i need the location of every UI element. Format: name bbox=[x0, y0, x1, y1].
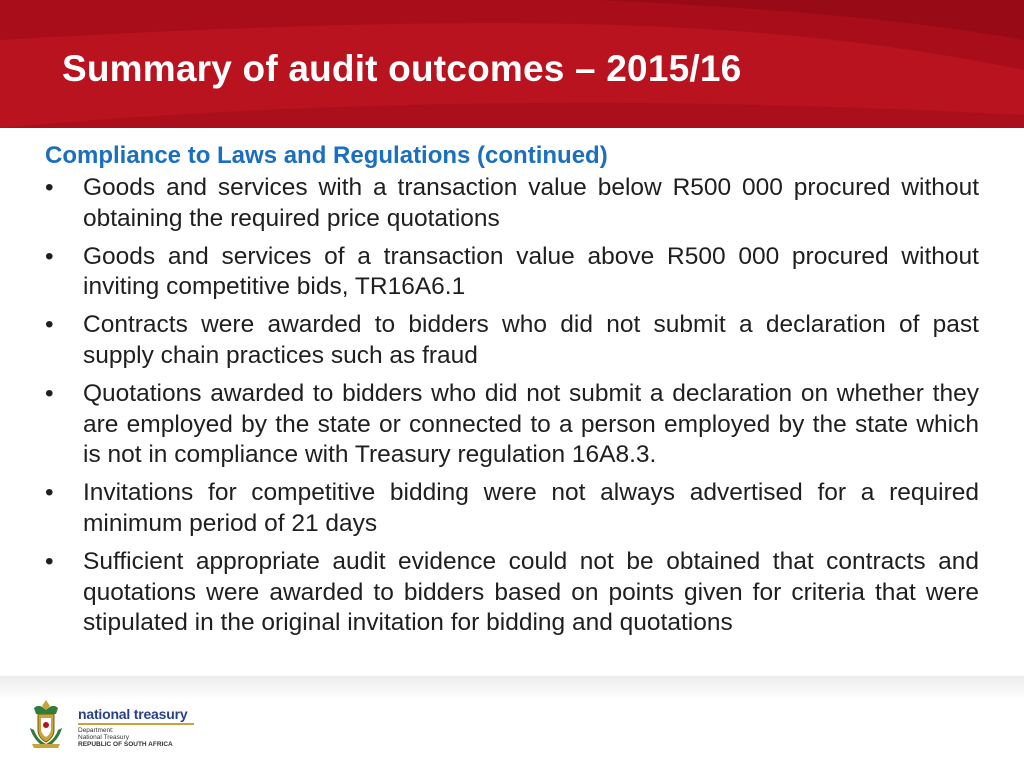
logo-country-name: REPUBLIC OF SOUTH AFRICA bbox=[78, 741, 173, 748]
bullet-item bbox=[45, 478, 979, 540]
logo-department-name: National Treasury bbox=[78, 734, 129, 741]
bullet-marker: • bbox=[45, 242, 54, 270]
logo-rule bbox=[78, 723, 194, 725]
bullet-marker: • bbox=[45, 547, 54, 575]
section-subheading: Compliance to Laws and Regulations (continued) bbox=[45, 142, 608, 169]
logo-wordmark: national treasury bbox=[78, 706, 188, 722]
bullet-marker: • bbox=[45, 379, 54, 407]
bullet-item bbox=[45, 173, 979, 235]
bullet-text: Goods and services of a transaction value above R500 000 procured without inviting competitive bids, TR16A6.1 bbox=[83, 242, 979, 301]
bullet-item bbox=[45, 379, 979, 471]
logo-department-label: Department: bbox=[78, 727, 114, 734]
bullet-marker: • bbox=[45, 479, 54, 507]
coat-of-arms-icon bbox=[26, 698, 66, 750]
bullet-list bbox=[45, 173, 979, 639]
bullet-item bbox=[45, 547, 979, 639]
bullet-marker: • bbox=[45, 311, 54, 339]
bullet-item bbox=[45, 310, 979, 372]
content-area bbox=[45, 140, 979, 646]
bullet-text: Invitations for competitive bidding were not always advertised for a required minimum period of 21 days bbox=[83, 479, 979, 537]
bullet-text: Quotations awarded to bidders who did not submit a declaration on whether they are employed by the state or connected to a person employed by the state which is not in compliance with Treasury regulation 16A8.3. bbox=[83, 379, 979, 469]
bullet-text: Contracts were awarded to bidders who did not submit a declaration of past supply chain practices such as fraud bbox=[83, 311, 979, 369]
bullet-marker: • bbox=[45, 174, 54, 201]
bullet-text: Goods and services with a transaction value below R500 000 procured without obtaining the required price quotations bbox=[83, 174, 979, 232]
header-band bbox=[0, 0, 1024, 128]
bullet-text: Sufficient appropriate audit evidence could not be obtained that contracts and quotations were awarded to bidders based on points given for criteria that were stipulated in the original invitation for bidding and quotations bbox=[83, 547, 979, 637]
slide-title: Summary of audit outcomes – 2015/16 bbox=[62, 48, 742, 89]
bullet-item bbox=[45, 242, 979, 304]
national-treasury-logo bbox=[26, 698, 186, 754]
